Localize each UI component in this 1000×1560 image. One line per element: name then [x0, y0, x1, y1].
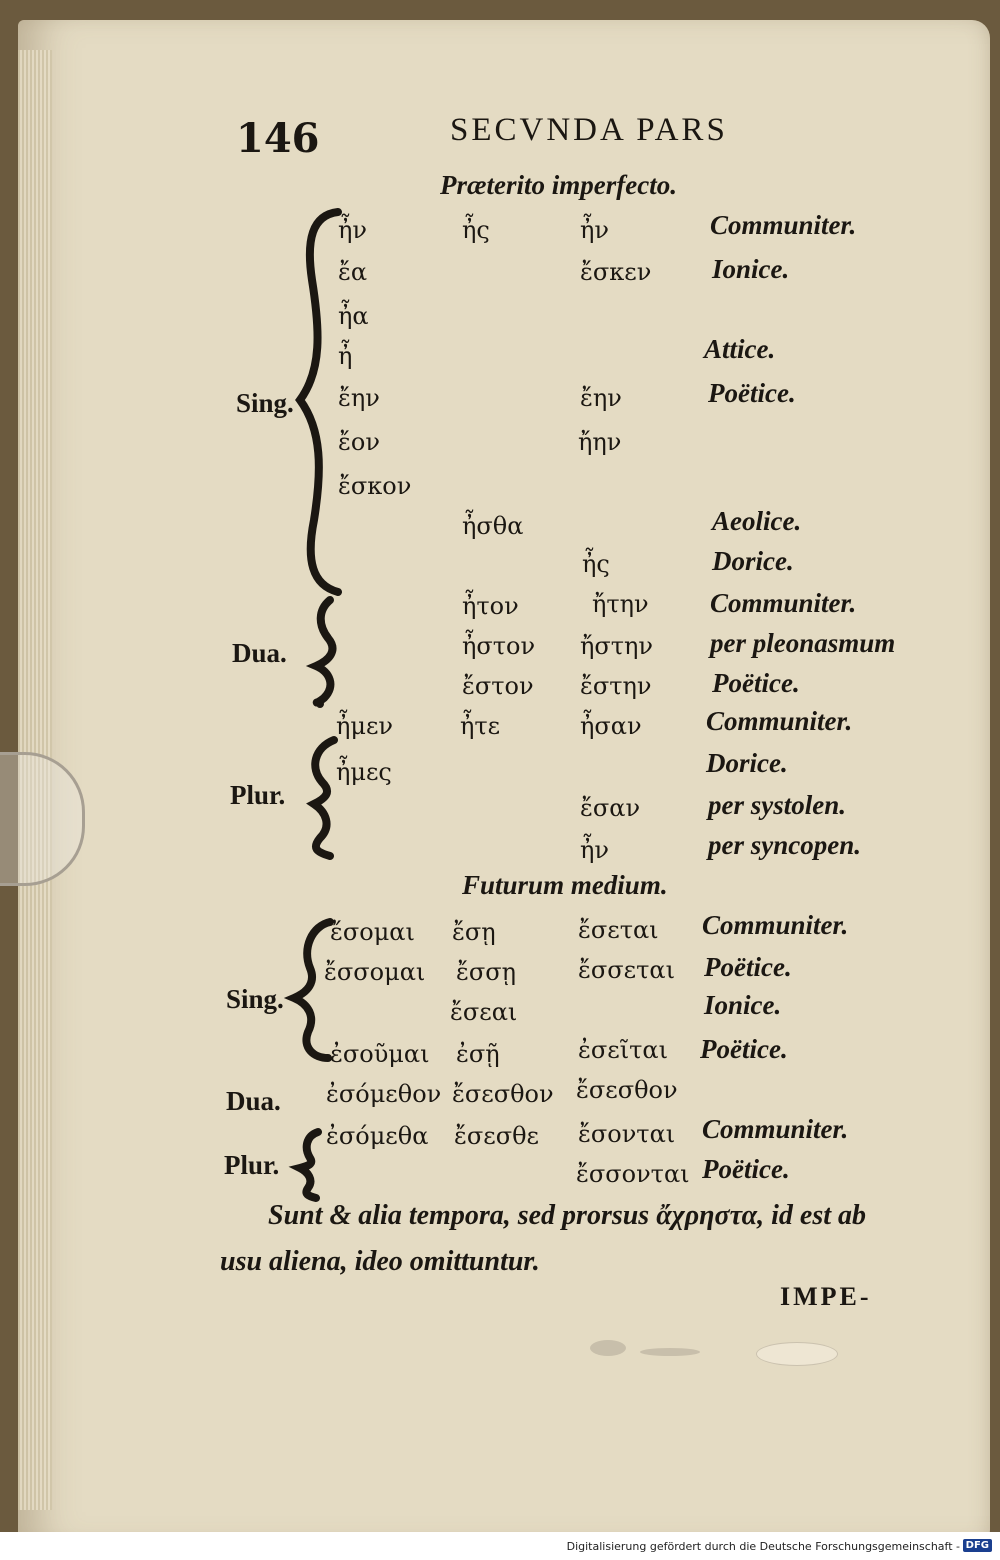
table-cell: ἦσαν	[580, 712, 642, 740]
table-cell: ἔσεσθον	[452, 1080, 554, 1108]
table-cell: Aeolice.	[712, 506, 802, 536]
table-cell: ἔα	[338, 258, 368, 286]
table-cell: ἦστον	[462, 632, 536, 660]
table-cell: ἔσσομαι	[324, 958, 426, 986]
table-cell: ἦν	[580, 216, 609, 244]
table-cell: Communiter.	[706, 706, 853, 736]
table-cell: ἦσθα	[462, 512, 524, 540]
table-cell: Poëtice.	[704, 952, 792, 982]
footer-credit: Digitalisierung gefördert durch die Deutsche Forschungsgemeinschaft -	[566, 1540, 960, 1553]
group-label: Plur.	[224, 1150, 280, 1180]
table-cell: ἔσεαι	[450, 998, 518, 1026]
table-cell: ἔσομαι	[330, 918, 415, 946]
table-cell: ἐσεῖται	[578, 1036, 668, 1064]
table-cell: ἔσονται	[578, 1120, 676, 1148]
table-cell: Dorice.	[712, 546, 794, 576]
table-cell: Ionice.	[712, 254, 790, 284]
table-cell: Poëtice.	[700, 1034, 788, 1064]
section-heading: Præterito imperfecto.	[440, 170, 677, 200]
ink-smudge	[590, 1340, 626, 1356]
table-cell: Dorice.	[706, 748, 788, 778]
table-cell: Communiter.	[710, 210, 857, 240]
table-cell: ἐσόμεθον	[326, 1080, 442, 1108]
closing-line-1: Sunt & alia tempora, sed prorsus ἄχρηστα, id est ab	[268, 1200, 866, 1231]
page-number: 146	[236, 115, 320, 162]
closing-line-2: usu aliena, ideo omittuntur.	[220, 1246, 540, 1277]
table-cell: ἔσῃ	[452, 918, 496, 946]
table-cell: Poëtice.	[702, 1154, 790, 1184]
table-cell: ἦτον	[462, 592, 519, 620]
table-cell: ἔσκεν	[580, 258, 652, 286]
paper-mark	[756, 1342, 838, 1366]
table-cell: Poëtice.	[708, 378, 796, 408]
group-label: Plur.	[230, 780, 286, 810]
table-cell: Communiter.	[702, 1114, 849, 1144]
table-cell: ἔσεσθε	[454, 1122, 539, 1150]
table-cell: ἔον	[338, 428, 380, 456]
ink-smudge	[640, 1348, 700, 1356]
table-cell: ἔσαν	[580, 794, 641, 822]
table-cell: per systolen.	[708, 790, 846, 820]
table-cell: ἦα	[338, 302, 369, 330]
table-cell: ἦμες	[336, 758, 392, 786]
section-heading: Futurum medium.	[462, 870, 668, 900]
brace-plur-2	[300, 1132, 318, 1198]
table-cell: per pleonasmum	[710, 628, 896, 658]
table-cell: ἐσόμεθα	[326, 1122, 429, 1150]
group-label: Dua.	[232, 638, 287, 668]
table-cell: ἔσεσθον	[576, 1076, 678, 1104]
table-cell: ἦτε	[460, 712, 501, 740]
table-cell: ἔσεται	[578, 916, 659, 944]
catchword: IMPE-	[780, 1282, 872, 1311]
group-label: Dua.	[226, 1086, 281, 1116]
table-cell: ἔστην	[580, 672, 652, 700]
table-cell: ἦς	[462, 216, 490, 244]
table-cell: per syncopen.	[708, 830, 861, 860]
brace-sing-1	[300, 212, 338, 592]
group-label: Sing.	[226, 984, 284, 1014]
table-cell: ἦ	[338, 342, 353, 370]
brace-sing-2	[294, 922, 330, 1058]
table-cell: ἔστον	[462, 672, 534, 700]
brace-plur-1	[314, 740, 334, 856]
table-cell: ἦν	[580, 836, 609, 864]
table-cell: ἐσῇ	[456, 1040, 500, 1068]
table-cell: ἔην	[580, 384, 622, 412]
table-cell: ἦν	[338, 216, 367, 244]
table-cell: Communiter.	[710, 588, 857, 618]
group-label: Sing.	[236, 388, 294, 418]
table-cell: ἔσκον	[338, 472, 412, 500]
brace-dua-1	[316, 600, 332, 704]
dfg-logo: DFG	[963, 1539, 992, 1552]
table-cell: ἦμεν	[336, 712, 393, 740]
table-cell: Ionice.	[704, 990, 782, 1020]
digitization-footer	[0, 1532, 1000, 1560]
table-cell: Communiter.	[702, 910, 849, 940]
table-cell: ἤστην	[580, 632, 654, 660]
table-cell: Attice.	[704, 334, 776, 364]
table-cell: ἔσσεται	[578, 956, 675, 984]
table-cell: ἦς	[582, 550, 610, 578]
table-cell: ἤην	[578, 428, 622, 456]
table-cell: Poëtice.	[712, 668, 800, 698]
running-head: SECVNDA PARS	[450, 112, 728, 148]
table-cell: ἤτην	[592, 590, 649, 618]
table-cell: ἔσσῃ	[456, 958, 517, 986]
table-cell: ἔσσονται	[576, 1160, 690, 1188]
table-cell: ἔην	[338, 384, 380, 412]
table-cell: ἐσοῦμαι	[330, 1040, 430, 1068]
